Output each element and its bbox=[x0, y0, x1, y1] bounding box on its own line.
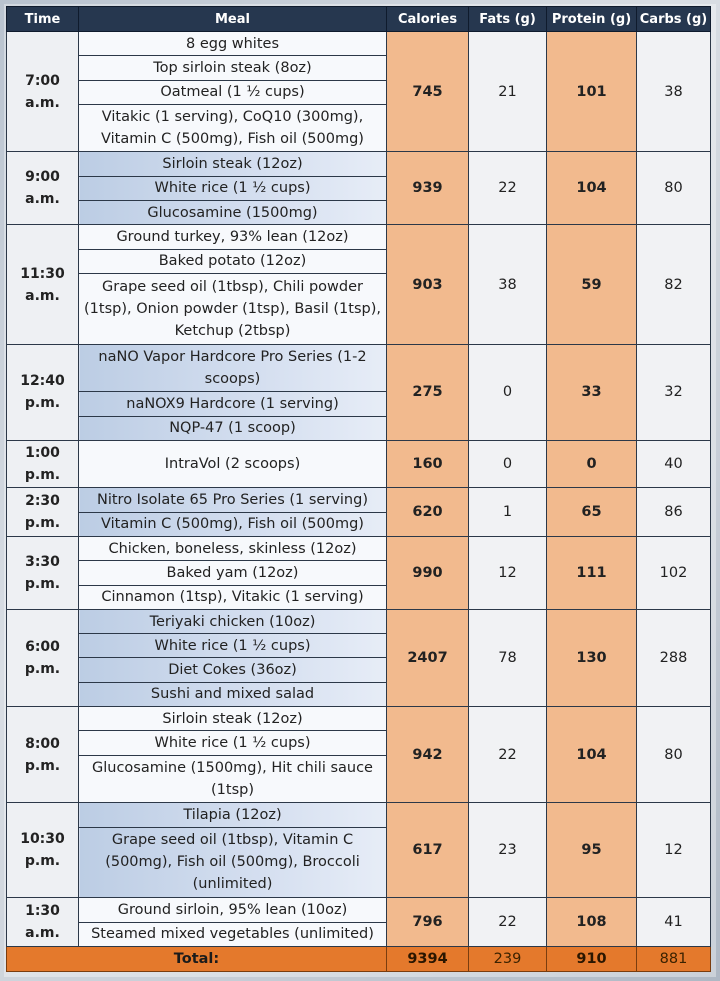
total-protein: 910 bbox=[547, 947, 637, 972]
meal-item: Sushi and mixed salad bbox=[79, 682, 387, 706]
protein-cell: 130 bbox=[547, 609, 637, 706]
protein-cell: 101 bbox=[547, 32, 637, 152]
meal-item: Oatmeal (1 ½ cups) bbox=[79, 80, 387, 104]
meal-group bbox=[7, 225, 711, 344]
time-cell: 1:30 a.m. bbox=[7, 898, 79, 947]
meal-item: Vitakic (1 serving), CoQ10 (300mg), Vitamin C (500mg), Fish oil (500mg) bbox=[79, 104, 387, 152]
meal-item: Glucosamine (1500mg), Hit chili sauce (1tsp) bbox=[79, 755, 387, 803]
calories-cell: 745 bbox=[387, 32, 469, 152]
header-calories: Calories bbox=[387, 7, 469, 32]
table-row bbox=[7, 609, 711, 633]
time-cell: 12:40 p.m. bbox=[7, 344, 79, 440]
fats-cell: 12 bbox=[469, 536, 547, 609]
meal-item: Vitamin C (500mg), Fish oil (500mg) bbox=[79, 512, 387, 536]
meal-item: White rice (1 ½ cups) bbox=[79, 176, 387, 200]
meal-plan-table bbox=[6, 6, 711, 972]
fats-cell: 78 bbox=[469, 609, 547, 706]
meal-item: Diet Cokes (36oz) bbox=[79, 658, 387, 682]
meal-group bbox=[7, 440, 711, 488]
time-cell: 11:30 a.m. bbox=[7, 225, 79, 344]
carbs-cell: 32 bbox=[637, 344, 711, 440]
protein-cell: 59 bbox=[547, 225, 637, 344]
meal-group bbox=[7, 488, 711, 537]
meal-item: Grape seed oil (1tbsp), Chili powder (1tsp), Onion powder (1tsp), Basil (1tsp), Ketchup (2tbsp) bbox=[79, 273, 387, 344]
meal-group bbox=[7, 898, 711, 947]
protein-cell: 0 bbox=[547, 440, 637, 488]
protein-cell: 108 bbox=[547, 898, 637, 947]
carbs-cell: 40 bbox=[637, 440, 711, 488]
calories-cell: 942 bbox=[387, 707, 469, 803]
calories-cell: 160 bbox=[387, 440, 469, 488]
fats-cell: 22 bbox=[469, 707, 547, 803]
meal-item: Chicken, boneless, skinless (12oz) bbox=[79, 536, 387, 560]
table-row bbox=[7, 898, 711, 922]
carbs-cell: 38 bbox=[637, 32, 711, 152]
meal-group bbox=[7, 344, 711, 440]
time-cell: 10:30 p.m. bbox=[7, 803, 79, 898]
protein-cell: 33 bbox=[547, 344, 637, 440]
time-cell: 7:00 a.m. bbox=[7, 32, 79, 152]
meal-item: Top sirloin steak (8oz) bbox=[79, 56, 387, 80]
header-row bbox=[7, 7, 711, 32]
carbs-cell: 80 bbox=[637, 152, 711, 225]
carbs-cell: 12 bbox=[637, 803, 711, 898]
total-carbs: 881 bbox=[637, 947, 711, 972]
fats-cell: 23 bbox=[469, 803, 547, 898]
fats-cell: 1 bbox=[469, 488, 547, 537]
meal-item: White rice (1 ½ cups) bbox=[79, 731, 387, 755]
calories-cell: 903 bbox=[387, 225, 469, 344]
meal-item: IntraVol (2 scoops) bbox=[79, 440, 387, 488]
fats-cell: 0 bbox=[469, 344, 547, 440]
total-row bbox=[7, 947, 711, 972]
meal-item: Baked potato (12oz) bbox=[79, 249, 387, 273]
header-carbs: Carbs (g) bbox=[637, 7, 711, 32]
calories-cell: 275 bbox=[387, 344, 469, 440]
meal-item: Tilapia (12oz) bbox=[79, 803, 387, 827]
carbs-cell: 41 bbox=[637, 898, 711, 947]
meal-item: Teriyaki chicken (10oz) bbox=[79, 609, 387, 633]
fats-cell: 0 bbox=[469, 440, 547, 488]
meal-item: 8 egg whites bbox=[79, 32, 387, 56]
total-calories: 9394 bbox=[387, 947, 469, 972]
protein-cell: 104 bbox=[547, 152, 637, 225]
calories-cell: 620 bbox=[387, 488, 469, 537]
header-fats: Fats (g) bbox=[469, 7, 547, 32]
meal-item: Grape seed oil (1tbsp), Vitamin C (500mg), Fish oil (500mg), Broccoli (unlimited) bbox=[79, 827, 387, 898]
meal-item: Sirloin steak (12oz) bbox=[79, 707, 387, 731]
meal-item: White rice (1 ½ cups) bbox=[79, 634, 387, 658]
carbs-cell: 288 bbox=[637, 609, 711, 706]
header-meal: Meal bbox=[79, 7, 387, 32]
meal-item: Sirloin steak (12oz) bbox=[79, 152, 387, 176]
time-cell: 3:30 p.m. bbox=[7, 536, 79, 609]
table-row bbox=[7, 344, 711, 392]
table-row bbox=[7, 707, 711, 731]
meal-item: Steamed mixed vegetables (unlimited) bbox=[79, 922, 387, 946]
protein-cell: 104 bbox=[547, 707, 637, 803]
meal-item: Baked yam (12oz) bbox=[79, 561, 387, 585]
meal-item: Glucosamine (1500mg) bbox=[79, 201, 387, 225]
header-protein: Protein (g) bbox=[547, 7, 637, 32]
carbs-cell: 86 bbox=[637, 488, 711, 537]
time-cell: 2:30 p.m. bbox=[7, 488, 79, 537]
table-row bbox=[7, 225, 711, 249]
table-row bbox=[7, 440, 711, 488]
table-row bbox=[7, 803, 711, 827]
carbs-cell: 80 bbox=[637, 707, 711, 803]
time-cell: 1:00 p.m. bbox=[7, 440, 79, 488]
meal-item: Nitro Isolate 65 Pro Series (1 serving) bbox=[79, 488, 387, 512]
calories-cell: 990 bbox=[387, 536, 469, 609]
meal-item: Cinnamon (1tsp), Vitakic (1 serving) bbox=[79, 585, 387, 609]
fats-cell: 22 bbox=[469, 152, 547, 225]
protein-cell: 65 bbox=[547, 488, 637, 537]
table-row bbox=[7, 536, 711, 560]
meal-group bbox=[7, 609, 711, 706]
time-cell: 9:00 a.m. bbox=[7, 152, 79, 225]
meal-group bbox=[7, 707, 711, 803]
header-time: Time bbox=[7, 7, 79, 32]
meal-item: naNO Vapor Hardcore Pro Series (1-2 scoops) bbox=[79, 344, 387, 392]
meal-group bbox=[7, 536, 711, 609]
carbs-cell: 82 bbox=[637, 225, 711, 344]
fats-cell: 38 bbox=[469, 225, 547, 344]
meal-item: Ground sirloin, 95% lean (10oz) bbox=[79, 898, 387, 922]
total-label: Total: bbox=[7, 947, 387, 972]
meal-group bbox=[7, 152, 711, 225]
table-row bbox=[7, 152, 711, 176]
meal-group bbox=[7, 32, 711, 152]
carbs-cell: 102 bbox=[637, 536, 711, 609]
meal-group bbox=[7, 803, 711, 898]
protein-cell: 111 bbox=[547, 536, 637, 609]
meal-item: naNOX9 Hardcore (1 serving) bbox=[79, 392, 387, 416]
total-fats: 239 bbox=[469, 947, 547, 972]
fats-cell: 21 bbox=[469, 32, 547, 152]
calories-cell: 2407 bbox=[387, 609, 469, 706]
fats-cell: 22 bbox=[469, 898, 547, 947]
calories-cell: 939 bbox=[387, 152, 469, 225]
calories-cell: 796 bbox=[387, 898, 469, 947]
table-row bbox=[7, 32, 711, 56]
meal-item: NQP-47 (1 scoop) bbox=[79, 416, 387, 440]
protein-cell: 95 bbox=[547, 803, 637, 898]
time-cell: 8:00 p.m. bbox=[7, 707, 79, 803]
meal-item: Ground turkey, 93% lean (12oz) bbox=[79, 225, 387, 249]
calories-cell: 617 bbox=[387, 803, 469, 898]
table-row bbox=[7, 488, 711, 512]
time-cell: 6:00 p.m. bbox=[7, 609, 79, 706]
